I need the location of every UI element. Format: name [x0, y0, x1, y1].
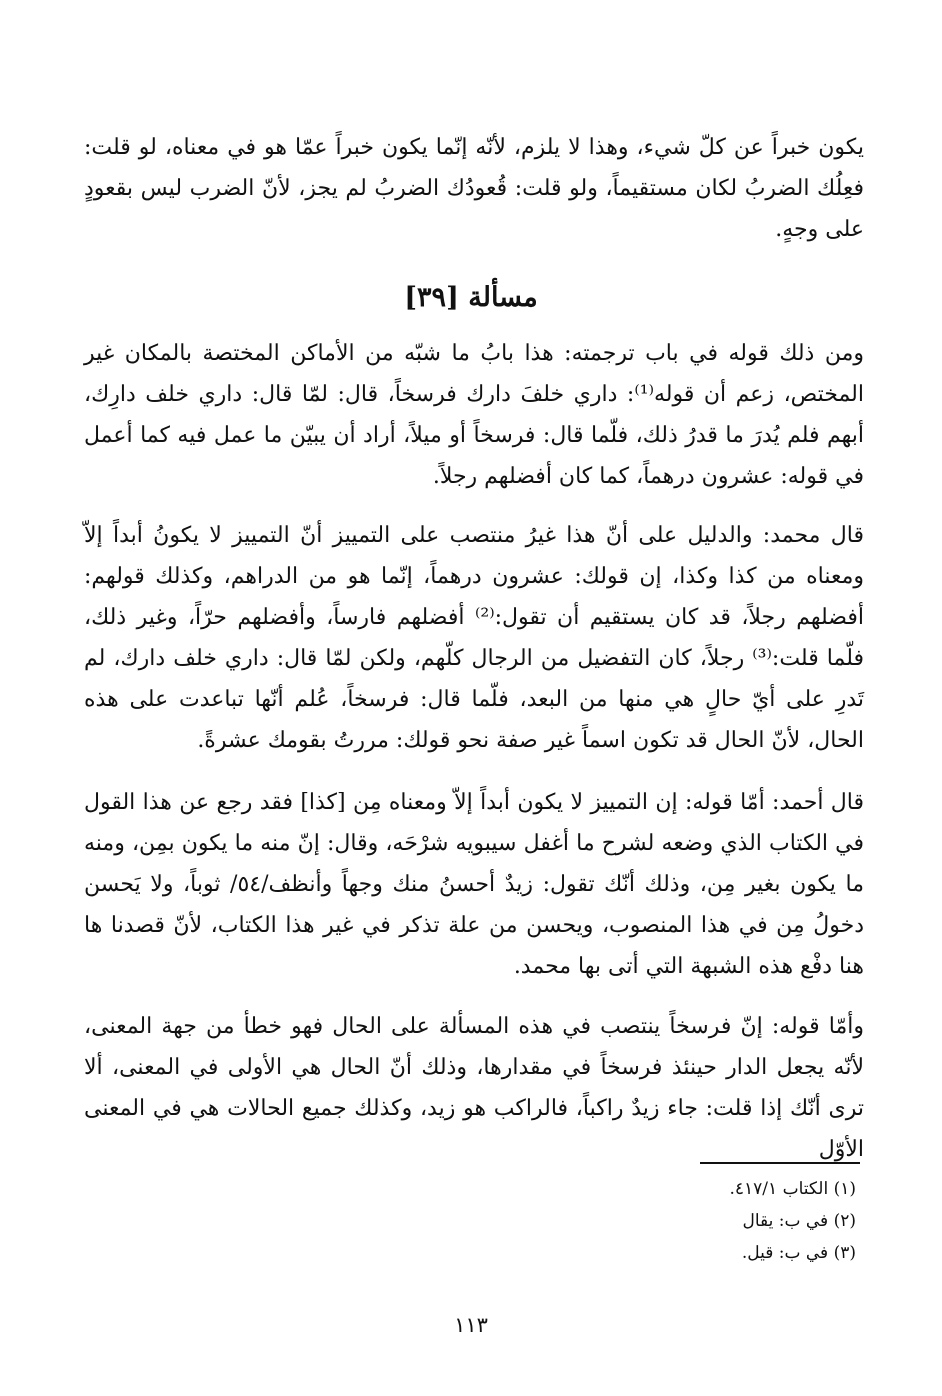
- footnote-divider: [700, 1162, 860, 1164]
- footnote-1: (١) الكتاب ٤١٧/١.: [729, 1179, 856, 1199]
- paragraph-5: وأمّا قوله: إنّ فرسخاً ينتصب في هذه المسألة على الحال فهو خطأ من جهة المعنى، لأنّه يجعل الدار حينئذ فرسخاً في مقدارها، وذلك أنّ الحال هي الأولى في المعنى، ألا ترى أنّك إذا قلت: جاء زيدٌ راكباً، فالراكب هو زيد، وكذلك جميع الحالات هي في المعنى الأوّل: [84, 1014, 864, 1162]
- paragraph-4: قال أحمد: أمّا قوله: إن التمييز لا يكون أبداً إلاّ ومعناه مِن [كذا] فقد رجع عن هذا القول في الكتاب الذي وضعه لشرح ما أغفل سيبويه شرْحَه، وقال: إنّ منه ما يكون بمِن، ومنه ما يكون بغير مِن، وذلك أنّك تقول: زيدٌ أحسنُ منك وجهاً وأنظف/٥٤/ ثوباً، ولا يَحسن دخولُ مِن في هذا المنصوب، ويحسن من علة تذكر في غير هذا الكتاب، لأنّ قصدنا ها هنا دفْع هذه الشبهة التي أتى بها محمد.: [84, 790, 864, 979]
- page-number: ١١٣: [454, 1313, 488, 1337]
- paragraph-1: يكون خبراً عن كلّ شيء، وهذا لا يلزم، لأنّه إنّما يكون خبراً عمّا هو في معناه، لو قلت: فعِلُك الضربُ لكان مستقيماً، ولو قلت: قُعودُك الضربُ لم يجز، لأنّ الضرب ليس بقعودٍ على وجهٍ.: [84, 135, 864, 242]
- section-heading: مسألة [٣٩]: [404, 282, 538, 313]
- paragraph-3: قال محمد: والدليل على أنّ هذا غيرُ منتصب على التمييز أنّ التمييز لا يكونُ أبداً إلاّ ومعناه من كذا وكذا، إن قولك: عشرون درهماً، إنّما هو من الدراهم، وكذلك قولهم: أفضلهم رجلاً، قد كان يستقيم أن تقول:⁽²⁾ أفضلهم فارساً، وأفضلهم حرّاً، وغير ذلك، فلّما قلت:⁽³⁾ رجلاً، كان التفضيل من الرجال كلّهم، ولكن لمّا قال: داري خلف دارك، لم تَدرِ على أيّ حالٍ هي منها من البعد، فلّما قال: فرسخاً، عُلم أنّها تباعدت على هذه الحال، لأنّ الحال قد تكون اسماً غير صفة نحو قولك: مررتُ بقومك عشرةً.: [84, 523, 864, 753]
- footnote-2: (٢) في ب: يقال: [742, 1211, 856, 1231]
- footnote-3: (٣) في ب: قيل.: [741, 1243, 856, 1263]
- paragraph-2: ومن ذلك قوله في باب ترجمته: هذا بابُ ما شبّه من الأماكن المختصة بالمكان غير المختص، زعم أن قوله⁽¹⁾: داري خلفَ دارك فرسخاً، قال: لمّا قال: داري خلف دارِك، أبهم فلم يُدرَ ما قدرُ ذلك، فلّما قال: فرسخاً أو ميلاً، أراد أن يبيّن ما عمل فيه كما أعمل في قوله: عشرون درهماً، كما كان أفضلهم رجلاً.: [84, 341, 864, 489]
